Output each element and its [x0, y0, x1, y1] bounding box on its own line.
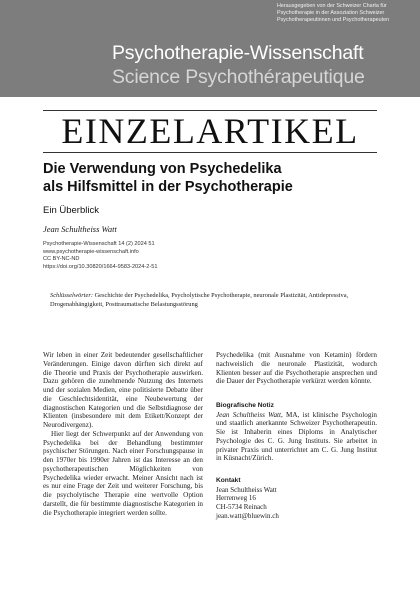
- publisher-line: Psychotherapie in der Assoziation Schweizer: [277, 10, 385, 16]
- bio-text: , MA, ist klinische Psychologin und staatlich anerkannte Schweizer Psychotherapeutin. Sie ist Inhaberin eines Diploms in Analytischer Psychologie des C. G. Jung Instituts. Sie arbeitet in privater Praxis und unterrichtet am C. G. Jung Institut in Küsnacht/Zürich.: [216, 410, 377, 463]
- body-paragraph: Hier liegt der Schwerpunkt auf der Anwendung von Psychedelika bei der Behandlung bestimmter psychischer Störungen. Nach einer Forschungspause in den 1970er bis 1990er Jahren ist das Interesse an den psychotherapeutischen Möglichkeiten von Psychedelika wieder erwacht. Meiner Ansicht nach ist es nur eine Frage der Zeit und weiterer Forschung, bis die psycholytische Therapie eine wertvolle Option darstellt, die für bestimmte diagnostische Kategorien in die Psychotherapie integriert werden sollte.: [43, 429, 203, 517]
- body-column-left: [43, 351, 203, 517]
- contact-heading: Kontakt: [216, 477, 241, 484]
- body-paragraph: Psychedelika (mit Ausnahme von Ketamin) fördern nachweislich die neuronale Plastizität, wodurch Klienten besser auf die Psychotherapie ansprechen und die Dauer der Psychotherapie verkürzt werden könnte.: [216, 351, 377, 386]
- journal-header: [0, 0, 420, 97]
- article-title-line: Die Verwendung von Psychedelika: [43, 161, 282, 177]
- banner-rule-bottom: [43, 152, 377, 153]
- license-label: CC BY-NC-ND: [43, 256, 80, 263]
- article-title-line: als Hilfsmittel in der Psychotherapie: [43, 178, 293, 195]
- bio-note: [216, 411, 377, 464]
- article-subtitle: Ein Überblick: [43, 205, 99, 216]
- masthead-title-de: Psychotherapie-Wissenschaft: [112, 42, 364, 64]
- contact-email-link[interactable]: jean.watt@bluewin.ch: [216, 511, 279, 520]
- body-column-right: [216, 351, 377, 520]
- publisher-line: Herausgegeben von der Schweizer Charta für: [277, 3, 387, 9]
- article-metadata: [43, 241, 157, 271]
- publisher-line: Psychotherapeutinnen und Psychotherapeuten: [277, 17, 390, 23]
- masthead-title-fr: Science Psychothérapeutique: [112, 66, 365, 88]
- doi-link[interactable]: https://doi.org/10.30820/1664-9583-2024-2-51: [43, 263, 158, 270]
- contact-block: [216, 486, 377, 521]
- article-author: Jean Schultheiss Watt: [43, 224, 117, 234]
- keywords-label: Schlüsselwörter:: [50, 292, 93, 299]
- citation-line: Psychotherapie-Wissenschaft 14 (2) 2024 51: [43, 241, 155, 247]
- contact-city: CH-5734 Reinach: [216, 502, 267, 511]
- contact-name: Jean Schultheiss Watt: [216, 485, 277, 494]
- article-type-banner: EINZELARTIKEL: [61, 111, 359, 151]
- article-title: [43, 161, 377, 196]
- journal-website-link[interactable]: www.psychotherapie-wissenschaft.info: [43, 248, 139, 255]
- contact-street: Herrenweg 16: [216, 494, 256, 503]
- keywords: [50, 292, 375, 309]
- bio-heading: Biografische Notiz: [216, 402, 274, 409]
- keywords-text: Geschichte der Psychedelika, Psycholytische Psychotherapie, neuronale Plastizität, Antidepressiva, Drogenabhängigkeit, Posttraumatische Belastungsstörung: [50, 292, 349, 308]
- bio-name: Jean Schultheiss Watt: [216, 410, 281, 419]
- publisher-note: [277, 3, 417, 24]
- body-paragraph: Wir leben in einer Zeit bedeutender gesellschaftlicher Veränderungen. Einige davon dürften sich direkt auf die Theorie und Praxis der Psychotherapie auswirken. Dazu gehören die zunehmende Nutzung des Internets und der sozialen Medien, eine politisierte Debatte über die Geschlechtsidentität, eine Neubewertung der diagnostischen Kategorien und die Selbstdiagnose der Klienten (insbesondere mit dem Etikett/Konzept der Neurodivergenz).: [43, 351, 203, 429]
